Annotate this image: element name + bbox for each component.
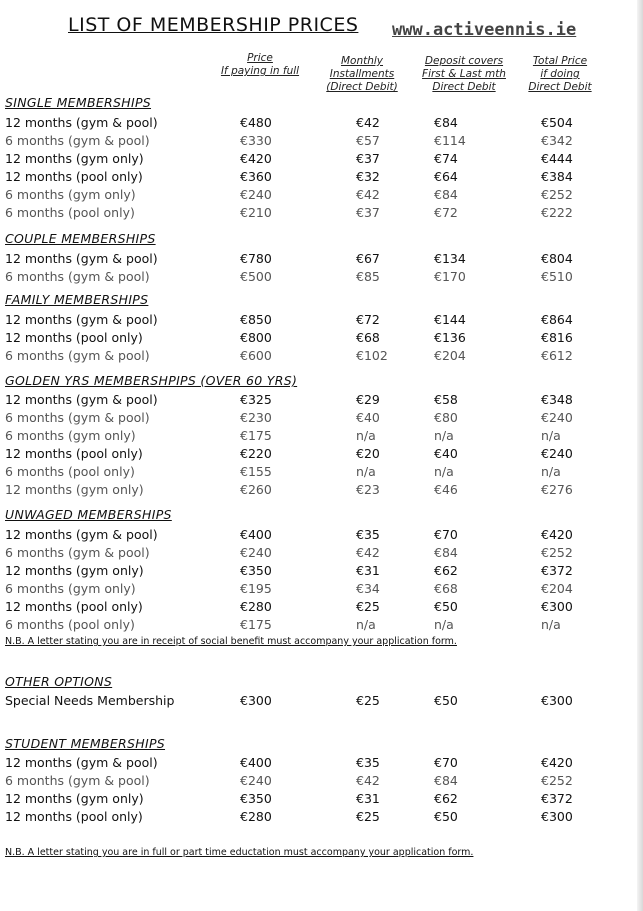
- row-label: 6 months (gym & pool): [5, 269, 150, 284]
- table-row: [0, 581, 643, 599]
- table-row: [0, 464, 643, 482]
- row-label: 6 months (pool only): [5, 617, 135, 632]
- price-full: €800: [240, 330, 272, 345]
- price-deposit: €204: [434, 348, 466, 363]
- price-deposit: €50: [434, 809, 458, 824]
- table-row: [0, 269, 643, 287]
- table-row: [0, 330, 643, 348]
- price-monthly: €102: [356, 348, 388, 363]
- section-title-family: FAMILY MEMBERSHIPS: [5, 292, 149, 307]
- section-title-other: OTHER OPTIONS: [5, 674, 113, 689]
- row-label: 6 months (gym & pool): [5, 773, 150, 788]
- price-monthly: €23: [356, 482, 380, 497]
- price-total: €300: [541, 693, 573, 708]
- column-header-line: Deposit covers: [424, 55, 504, 67]
- price-monthly: €32: [356, 169, 380, 184]
- row-label: 6 months (pool only): [5, 464, 135, 479]
- price-total: €222: [541, 205, 573, 220]
- price-deposit: €84: [434, 115, 458, 130]
- table-row: [0, 446, 643, 464]
- price-deposit: €84: [434, 545, 458, 560]
- row-label: 12 months (pool only): [5, 169, 143, 184]
- price-deposit: n/a: [434, 428, 454, 443]
- price-full: €480: [240, 115, 272, 130]
- row-label: Special Needs Membership: [5, 693, 175, 708]
- price-total: €864: [541, 312, 573, 327]
- price-full: €500: [240, 269, 272, 284]
- price-total: €252: [541, 773, 573, 788]
- price-monthly: €67: [356, 251, 380, 266]
- price-monthly: €42: [356, 187, 380, 202]
- student-note: N.B. A letter stating you are in full or part time eductation must accompany your application form.: [5, 847, 474, 858]
- price-deposit: €40: [434, 446, 458, 461]
- price-total: n/a: [541, 617, 561, 632]
- row-label: 12 months (gym & pool): [5, 392, 158, 407]
- column-header-line: Direct Debit: [528, 81, 592, 93]
- price-monthly: €37: [356, 205, 380, 220]
- price-total: €612: [541, 348, 573, 363]
- row-label: 12 months (pool only): [5, 446, 143, 461]
- row-label: 12 months (gym only): [5, 791, 144, 806]
- price-monthly: €57: [356, 133, 380, 148]
- price-monthly: €42: [356, 773, 380, 788]
- price-total: €276: [541, 482, 573, 497]
- column-header-line: If paying in full: [220, 65, 300, 77]
- row-label: 6 months (gym & pool): [5, 410, 150, 425]
- price-deposit: n/a: [434, 617, 454, 632]
- table-row: [0, 151, 643, 169]
- row-label: 12 months (gym only): [5, 482, 144, 497]
- table-row: [0, 617, 643, 635]
- table-row: [0, 527, 643, 545]
- price-deposit: €46: [434, 482, 458, 497]
- price-total: €204: [541, 581, 573, 596]
- column-header-price: [214, 52, 306, 78]
- row-label: 6 months (gym & pool): [5, 348, 150, 363]
- price-full: €360: [240, 169, 272, 184]
- price-deposit: €74: [434, 151, 458, 166]
- price-deposit: €134: [434, 251, 466, 266]
- price-deposit: €50: [434, 599, 458, 614]
- price-deposit: €50: [434, 693, 458, 708]
- column-header-line: if doing: [540, 68, 580, 80]
- column-header-monthly: [320, 55, 404, 94]
- price-deposit: €72: [434, 205, 458, 220]
- price-deposit: €64: [434, 169, 458, 184]
- price-monthly: €42: [356, 545, 380, 560]
- table-row: [0, 773, 643, 791]
- table-row: [0, 205, 643, 223]
- column-header-line: (Direct Debit): [326, 81, 398, 93]
- row-label: 12 months (pool only): [5, 599, 143, 614]
- price-full: €260: [240, 482, 272, 497]
- scan-edge: [637, 0, 643, 911]
- price-full: €280: [240, 599, 272, 614]
- row-label: 6 months (gym & pool): [5, 133, 150, 148]
- price-total: €444: [541, 151, 573, 166]
- price-monthly: €29: [356, 392, 380, 407]
- price-full: €240: [240, 187, 272, 202]
- price-full: €300: [240, 693, 272, 708]
- row-label: 12 months (gym & pool): [5, 527, 158, 542]
- price-total: €510: [541, 269, 573, 284]
- price-full: €325: [240, 392, 272, 407]
- table-row: [0, 563, 643, 581]
- price-total: €816: [541, 330, 573, 345]
- table-row: [0, 755, 643, 773]
- price-total: €420: [541, 527, 573, 542]
- price-total: €420: [541, 755, 573, 770]
- table-row: [0, 428, 643, 446]
- column-header-total: [524, 55, 596, 94]
- row-label: 6 months (gym only): [5, 581, 136, 596]
- row-label: 12 months (gym only): [5, 563, 144, 578]
- price-monthly: €25: [356, 599, 380, 614]
- price-full: €400: [240, 527, 272, 542]
- price-full: €220: [240, 446, 272, 461]
- website-url: www.activeennis.ie: [392, 20, 577, 40]
- section-title-student: STUDENT MEMBERSHIPS: [5, 736, 166, 751]
- table-row: [0, 169, 643, 187]
- price-monthly: €35: [356, 527, 380, 542]
- price-total: €348: [541, 392, 573, 407]
- price-total: €252: [541, 545, 573, 560]
- column-header-line: Direct Debit: [432, 81, 496, 93]
- price-total: €372: [541, 791, 573, 806]
- price-deposit: €144: [434, 312, 466, 327]
- price-deposit: €62: [434, 791, 458, 806]
- price-monthly: n/a: [356, 617, 376, 632]
- row-label: 12 months (gym & pool): [5, 312, 158, 327]
- price-total: €804: [541, 251, 573, 266]
- price-total: n/a: [541, 428, 561, 443]
- row-label: 6 months (gym & pool): [5, 545, 150, 560]
- table-row: [0, 545, 643, 563]
- table-row: [0, 410, 643, 428]
- table-row: [0, 251, 643, 269]
- table-row: [0, 133, 643, 151]
- price-deposit: €84: [434, 187, 458, 202]
- column-header-line: Installments: [329, 68, 395, 80]
- row-label: 12 months (gym only): [5, 151, 144, 166]
- column-header-line: Total Price: [532, 55, 588, 67]
- price-monthly: €25: [356, 809, 380, 824]
- column-header-line: Monthly: [340, 55, 384, 67]
- price-full: €330: [240, 133, 272, 148]
- section-title-couple: COUPLE MEMBERSHIPS: [5, 231, 156, 246]
- price-full: €210: [240, 205, 272, 220]
- price-total: n/a: [541, 464, 561, 479]
- price-full: €240: [240, 773, 272, 788]
- price-full: €420: [240, 151, 272, 166]
- section-title-unwaged: UNWAGED MEMBERSHIPS: [5, 507, 172, 522]
- price-full: €195: [240, 581, 272, 596]
- price-monthly: €42: [356, 115, 380, 130]
- price-deposit: n/a: [434, 464, 454, 479]
- price-total: €372: [541, 563, 573, 578]
- price-deposit: €62: [434, 563, 458, 578]
- price-full: €175: [240, 617, 272, 632]
- price-deposit: €70: [434, 527, 458, 542]
- price-deposit: €58: [434, 392, 458, 407]
- price-total: €342: [541, 133, 573, 148]
- row-label: 6 months (gym only): [5, 428, 136, 443]
- row-label: 6 months (pool only): [5, 205, 135, 220]
- table-row: [0, 392, 643, 410]
- price-deposit: €136: [434, 330, 466, 345]
- price-full: €175: [240, 428, 272, 443]
- price-monthly: €40: [356, 410, 380, 425]
- price-deposit: €170: [434, 269, 466, 284]
- price-monthly: €31: [356, 791, 380, 806]
- price-full: €280: [240, 809, 272, 824]
- table-row: [0, 312, 643, 330]
- table-row: [0, 115, 643, 133]
- price-monthly: n/a: [356, 428, 376, 443]
- table-row: [0, 791, 643, 809]
- price-full: €600: [240, 348, 272, 363]
- price-full: €350: [240, 563, 272, 578]
- price-deposit: €80: [434, 410, 458, 425]
- price-monthly: €37: [356, 151, 380, 166]
- page-title: LIST OF MEMBERSHIP PRICES: [68, 14, 359, 36]
- price-deposit: €68: [434, 581, 458, 596]
- price-total: €504: [541, 115, 573, 130]
- price-deposit: €114: [434, 133, 466, 148]
- column-header-deposit: [414, 55, 514, 94]
- table-row: [0, 693, 643, 711]
- price-monthly: €85: [356, 269, 380, 284]
- price-total: €252: [541, 187, 573, 202]
- price-full: €155: [240, 464, 272, 479]
- row-label: 12 months (gym & pool): [5, 755, 158, 770]
- price-total: €300: [541, 809, 573, 824]
- price-full: €350: [240, 791, 272, 806]
- table-row: [0, 348, 643, 366]
- price-deposit: €70: [434, 755, 458, 770]
- price-monthly: €34: [356, 581, 380, 596]
- price-monthly: €20: [356, 446, 380, 461]
- column-header-line: First & Last mth: [422, 68, 506, 80]
- price-total: €240: [541, 410, 573, 425]
- price-full: €400: [240, 755, 272, 770]
- price-monthly: €72: [356, 312, 380, 327]
- row-label: 6 months (gym only): [5, 187, 136, 202]
- row-label: 12 months (gym & pool): [5, 251, 158, 266]
- price-deposit: €84: [434, 773, 458, 788]
- table-row: [0, 482, 643, 500]
- row-label: 12 months (pool only): [5, 809, 143, 824]
- price-full: €240: [240, 545, 272, 560]
- price-total: €384: [541, 169, 573, 184]
- section-title-golden: GOLDEN YRS MEMBERSHPIPS (OVER 60 YRS): [5, 373, 298, 388]
- table-row: [0, 599, 643, 617]
- price-total: €240: [541, 446, 573, 461]
- price-monthly: €68: [356, 330, 380, 345]
- table-row: [0, 187, 643, 205]
- column-header-line: Price: [247, 52, 273, 64]
- price-monthly: €35: [356, 755, 380, 770]
- price-monthly: €25: [356, 693, 380, 708]
- price-monthly: €31: [356, 563, 380, 578]
- price-full: €850: [240, 312, 272, 327]
- table-row: [0, 809, 643, 827]
- section-title-single: SINGLE MEMBERSHIPS: [5, 95, 152, 110]
- price-total: €300: [541, 599, 573, 614]
- price-full: €780: [240, 251, 272, 266]
- row-label: 12 months (gym & pool): [5, 115, 158, 130]
- row-label: 12 months (pool only): [5, 330, 143, 345]
- unwaged-note: N.B. A letter stating you are in receipt of social benefit must accompany your application form.: [5, 636, 457, 647]
- price-full: €230: [240, 410, 272, 425]
- price-monthly: n/a: [356, 464, 376, 479]
